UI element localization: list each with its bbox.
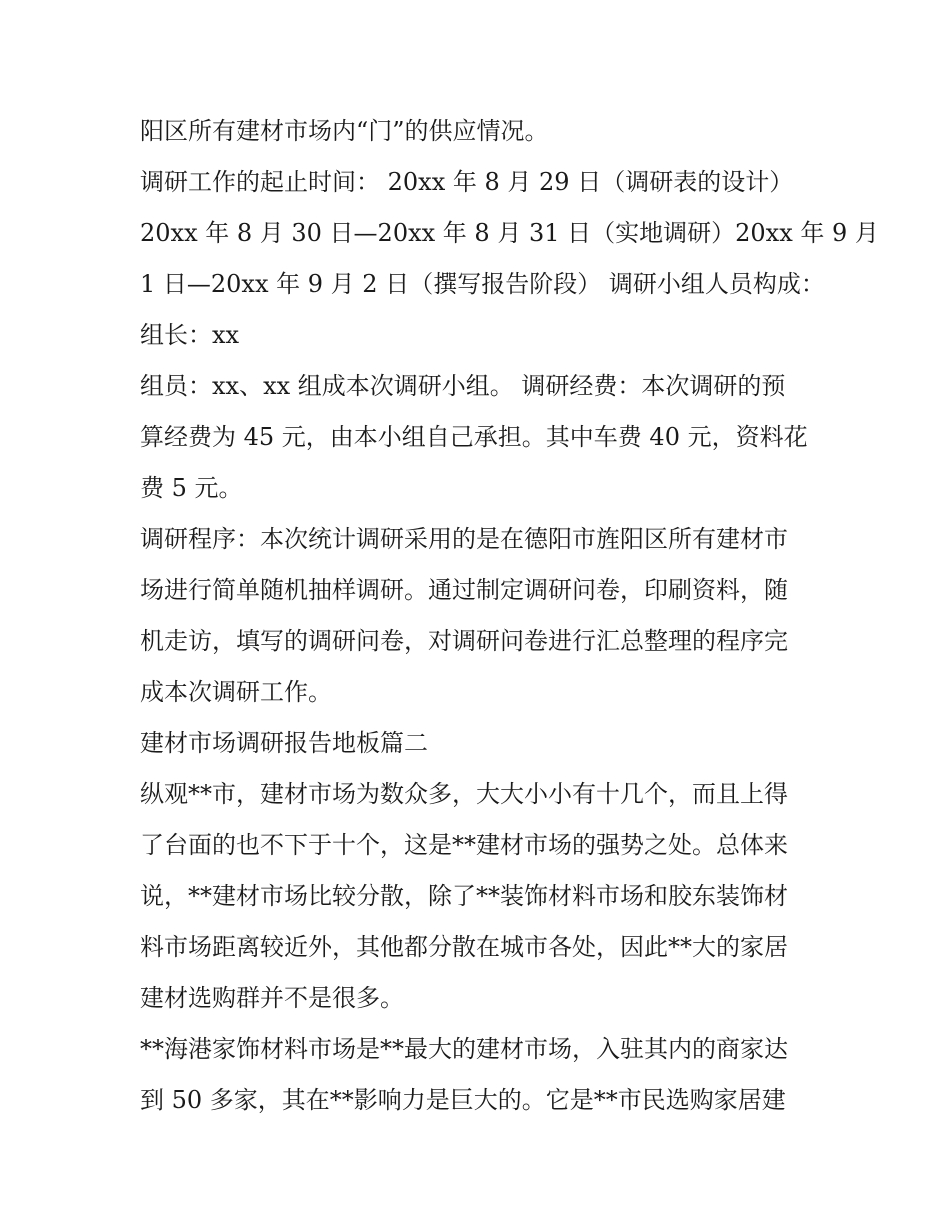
- text-line: 料市场距离较近外，其他都分散在城市各处，因此**大的家居: [140, 933, 788, 961]
- text-line: 调研程序：本次统计调研采用的是在德阳市旌阳区所有建材市: [140, 525, 788, 553]
- text-line: 组长：xx: [140, 321, 240, 349]
- text-line: 阳区所有建材市场内“门”的供应情况。: [140, 117, 549, 145]
- text-line: 调研工作的起止时间： 20xx 年 8 月 29 日（调研表的设计）: [140, 168, 794, 196]
- text-line: 纵观**市，建材市场为数众多，大大小小有十几个，而且上得: [140, 780, 788, 808]
- text-line: 场进行简单随机抽样调研。通过制定调研问卷，印刷资料，随: [140, 576, 788, 604]
- text-line: 机走访，填写的调研问卷，对调研问卷进行汇总整理的程序完: [140, 627, 788, 655]
- text-line: **海港家饰材料市场是**最大的建材市场，入驻其内的商家达: [140, 1035, 788, 1063]
- text-line: 组员：xx、xx 组成本次调研小组。 调研经费：本次调研的预: [140, 372, 786, 400]
- text-line: 费 5 元。: [140, 474, 243, 502]
- text-line: 成本次调研工作。: [140, 678, 332, 706]
- text-line: 建材选购群并不是很多。: [140, 984, 404, 1012]
- text-line: 20xx 年 8 月 30 日—20xx 年 8 月 31 日（实地调研）20xx 年 9 月: [140, 219, 879, 247]
- text-line: 了台面的也不下于十个，这是**建材市场的强势之处。总体来: [140, 831, 788, 859]
- section-heading: 建材市场调研报告地板篇二: [140, 729, 428, 757]
- text-line: 说，**建材市场比较分散，除了**装饰材料市场和胶东装饰材: [140, 882, 788, 910]
- text-line: 算经费为 45 元，由本小组自己承担。其中车费 40 元，资料花: [140, 423, 808, 451]
- document-body: [140, 106, 879, 1126]
- text-line: 到 50 多家，其在**影响力是巨大的。它是**市民选购家居建: [140, 1086, 786, 1114]
- text-line: 1 日—20xx 年 9 月 2 日（撰写报告阶段） 调研小组人员构成：: [140, 270, 825, 298]
